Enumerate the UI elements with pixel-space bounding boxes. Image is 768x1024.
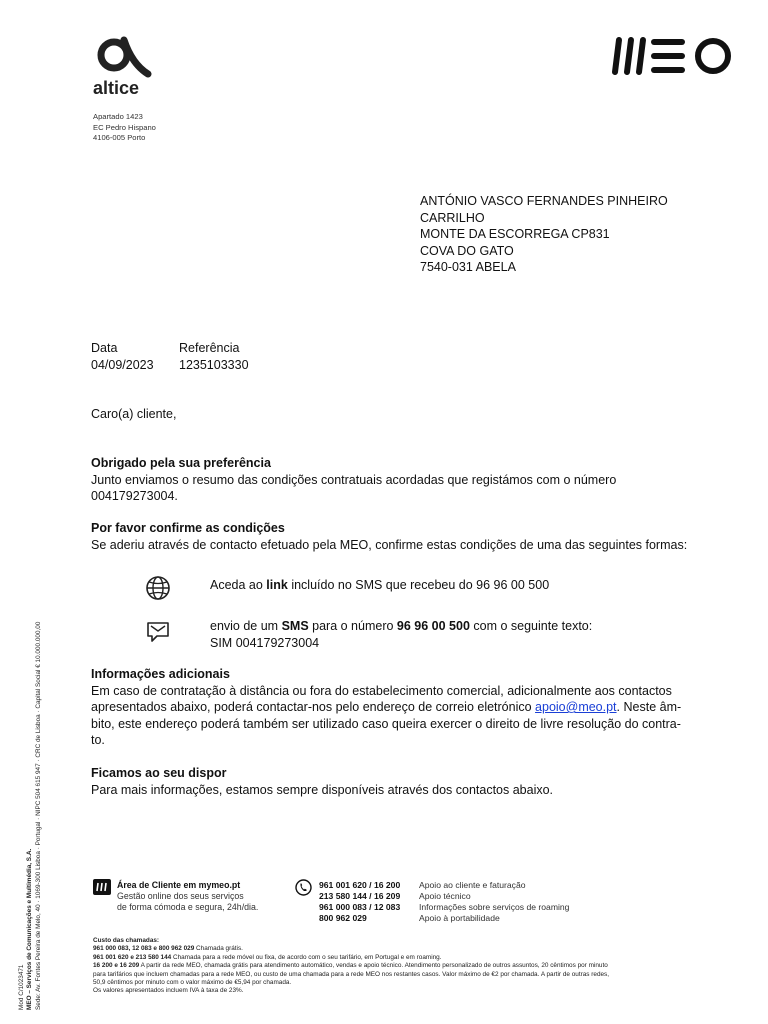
section-additional-line2-pre: apresentados abaixo, poderá contactar-nos pelo endereço de correio eletrónico	[91, 700, 536, 714]
option-link-post: incluído no SMS que recebeu do 96 96 00 500	[287, 578, 550, 592]
section-thanks-title: Obrigado pela sua preferência	[91, 456, 271, 470]
call-cost-text: Chamada grátis.	[194, 945, 243, 953]
sender-address-line: Apartado 1423	[93, 112, 143, 121]
call-costs-title: Custo das chamadas:	[93, 937, 160, 944]
section-confirm-text: Se aderiu através de contacto efetuado pela MEO, confirme estas condições de uma das seguintes formas:	[91, 537, 688, 552]
legal-sidebar-line: MEO – Serviços de Comunicações e Multimédia, S.A.	[26, 848, 34, 1010]
section-additional-line: bito, este endereço poderá também ser utilizado caso queira exercer o direito de livre resolução do contra-	[91, 716, 681, 731]
date-block	[91, 340, 154, 373]
option-link	[210, 577, 549, 594]
call-costs	[93, 937, 763, 996]
sender-address	[93, 112, 156, 144]
mymeo-icon	[93, 879, 111, 900]
sender-address-line: EC Pedro Hispano	[93, 122, 156, 132]
contact-number: 961 001 620 / 16 200	[319, 880, 401, 890]
section-thanks	[91, 455, 731, 505]
recipient-line: CARRILHO	[420, 210, 485, 225]
call-cost-line: 50,9 cêntimos por minuto com o valor máximo de €5,94 por chamada.	[93, 979, 292, 987]
altice-logo-text: altice	[93, 78, 140, 98]
section-available-title: Ficamos ao seu dispor	[91, 766, 227, 780]
option-sms-bold1: SMS	[281, 619, 309, 633]
sender-address-line: 4106-005 Porto	[93, 133, 146, 142]
section-available	[91, 765, 741, 798]
contacts-list	[319, 880, 569, 924]
call-cost-numbers: 961 000 083, 12 083 e 800 962 029	[93, 945, 195, 953]
client-area-title: Área de Cliente em mymeo.pt	[117, 880, 241, 890]
recipient-line: MONTE DA ESCORREGA CP831	[420, 227, 610, 241]
call-cost-line	[93, 945, 763, 953]
sms-icon	[145, 620, 171, 649]
call-cost-numbers: 961 001 620 e 213 580 144	[93, 953, 172, 961]
client-area-line: Gestão online dos seus serviços	[117, 891, 244, 901]
call-cost-line: para tarifários que incluem chamadas para a rede MEO, ou custo de uma chamada para a rede MEO nos restantes casos. Valor máximo de €2 por chamada. A partir de outras redes,	[93, 970, 610, 978]
option-sms-bold2: 96 96 00 500	[396, 619, 470, 633]
contact-row	[319, 913, 569, 924]
date-label: Data	[91, 341, 118, 355]
contact-row	[319, 880, 569, 891]
call-cost-text: Chamada para a rede móvel ou fixa, de acordo com o seu tarifário, em Portugal e em roaming.	[171, 953, 442, 961]
recipient-address	[420, 193, 668, 276]
recipient-line: COVA DO GATO	[420, 243, 514, 258]
option-link-pre: Aceda ao	[210, 578, 267, 592]
contact-row	[319, 891, 569, 902]
date-value: 04/09/2023	[91, 357, 154, 372]
contact-desc: Apoio ao cliente e faturação	[419, 880, 526, 890]
option-sms-mid: para o número	[308, 619, 397, 633]
contact-number: 961 000 083 / 12 083	[319, 902, 401, 912]
legal-sidebar-line: Mod C/1023471	[18, 964, 25, 1010]
legal-sidebar-line: Sede: Av. Fontes Pereira de Melo, 40 · 1069-300 Lisboa · Portugal · NIPC 504 615 947 · CRC de Lisboa · Capital Social € 10.000.000,00	[34, 621, 42, 1010]
section-additional-title: Informações adicionais	[91, 667, 230, 681]
email-link[interactable]: apoio@meo.pt	[535, 700, 617, 714]
call-cost-numbers: 16 200 e 16 209	[93, 962, 140, 970]
phone-icon	[295, 879, 312, 901]
altice-logo-icon	[92, 34, 154, 78]
option-sms-text: SIM 004179273004	[210, 635, 320, 650]
section-additional-line	[91, 699, 741, 716]
option-sms	[210, 618, 592, 651]
contact-number: 213 580 144 / 16 209	[319, 891, 401, 901]
recipient-line: 7540-031 ABELA	[420, 260, 516, 274]
contact-number: 800 962 029	[319, 913, 367, 923]
section-available-text: Para mais informações, estamos sempre disponíveis através dos contactos abaixo.	[91, 782, 554, 797]
reference-block	[179, 340, 249, 373]
section-confirm	[91, 520, 741, 553]
client-area-line: de forma cómoda e segura, 24h/dia.	[117, 902, 259, 912]
call-cost-line	[93, 962, 763, 970]
call-cost-line	[93, 954, 763, 962]
section-additional-line: Em caso de contratação à distância ou fora do estabelecimento comercial, adicionalmente aos contactos	[91, 683, 672, 698]
contact-desc: Apoio à portabilidade	[419, 913, 500, 923]
section-additional	[91, 666, 741, 749]
legal-sidebar	[18, 622, 43, 1010]
section-additional-line2-post: . Neste âm-	[616, 700, 682, 714]
altice-logo	[92, 34, 154, 98]
option-link-bold: link	[266, 578, 288, 592]
option-sms-post: com o seguinte texto:	[469, 619, 593, 633]
option-sms-pre: envio de um	[210, 619, 282, 633]
call-cost-line: Os valores apresentados incluem IVA à taxa de 23%.	[93, 987, 244, 995]
contact-desc: Apoio técnico	[419, 891, 471, 901]
section-thanks-line: 004179273004.	[91, 489, 178, 503]
section-additional-line: to.	[91, 733, 105, 747]
reference-value: 1235103330	[179, 357, 249, 372]
meo-logo-icon	[610, 36, 736, 76]
section-thanks-line: Junto enviamos o resumo das condições contratuais acordadas que registámos com o número	[91, 472, 617, 487]
reference-label: Referência	[179, 341, 240, 355]
globe-icon	[145, 575, 171, 606]
contact-row	[319, 902, 569, 913]
call-cost-text: A partir da rede MEO, chamada grátis para atendimento automático, vendas e apoio técnico. Atendimento personalizado de outros assuntos, 20 cêntimos por minuto	[139, 962, 608, 970]
meo-logo	[610, 36, 736, 76]
contact-desc: Informações sobre serviços de roaming	[419, 902, 570, 912]
greeting: Caro(a) cliente,	[91, 407, 177, 421]
recipient-line: ANTÓNIO VASCO FERNANDES PINHEIRO	[420, 194, 668, 208]
section-confirm-title: Por favor confirme as condições	[91, 521, 285, 535]
client-area	[117, 880, 258, 913]
